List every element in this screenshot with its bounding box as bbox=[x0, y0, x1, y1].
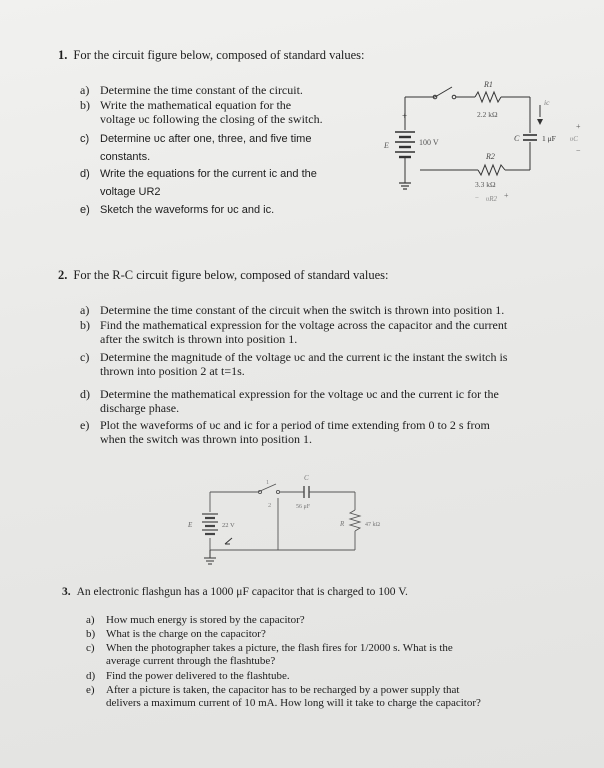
q2-pos2-label: 2 bbox=[268, 502, 272, 509]
q1-r1-value: 2.2 kΩ bbox=[477, 110, 498, 119]
q2-number: 2. bbox=[58, 268, 68, 282]
q1-cap-label: C bbox=[514, 134, 520, 143]
q2-pos1-label: 1 bbox=[266, 479, 270, 486]
q2-r-label: R bbox=[340, 520, 345, 528]
q1-cap-value: 1 μF bbox=[542, 134, 556, 143]
q2-item-a: a) Determine the time constant of the circuit when the switch is thrown into position 1. bbox=[80, 303, 505, 317]
q2-item-c: c) Determine the magnitude of the voltage υc and the current ic the instant the switch is thrown into position 2 at t=1s. bbox=[80, 350, 508, 378]
q1-r2-resistor bbox=[478, 165, 505, 175]
q2-r-value: 47 kΩ bbox=[365, 522, 380, 528]
svg-text:−: − bbox=[475, 194, 479, 202]
q1-circuit-diagram bbox=[380, 75, 595, 215]
q2-cap-value: 56 μF bbox=[296, 504, 311, 510]
q1-switch bbox=[435, 87, 452, 97]
q2-cap-label: C bbox=[304, 474, 309, 482]
q1-item-a: a) Determine the time constant of the circuit. bbox=[80, 83, 303, 97]
q1-item-b: b) Write the mathematical equation for the voltage υc following the closing of the switch. bbox=[80, 98, 323, 126]
q2-item-b: b) Find the mathematical expression for the voltage across the capacitor and the current after the switch is thrown into position 1. bbox=[80, 318, 508, 346]
q1-item-d: d) Write the equations for the current ic and the voltage UR2 bbox=[80, 168, 317, 198]
q2-circuit-diagram bbox=[180, 470, 430, 575]
q2-battery bbox=[202, 514, 218, 534]
q1-title-text: For the circuit figure below, composed of standard values: bbox=[73, 48, 365, 62]
q3-item-d: d) Find the power delivered to the flashtube. bbox=[86, 670, 290, 682]
q1-r1-label: R1 bbox=[484, 80, 493, 89]
q2-item-e: e) Plot the waveforms of υc and ic for a period of time extending from 0 to 2 s from when the switch was thrown into position 1. bbox=[80, 418, 490, 446]
svg-text:−: − bbox=[576, 146, 581, 155]
q2-r-resistor bbox=[350, 510, 360, 531]
q1-r2-label: R2 bbox=[486, 152, 495, 161]
q3-title-text: An electronic flashgun has a 1000 μF capacitor that is charged to 100 V. bbox=[76, 586, 408, 598]
q2-source-label: E bbox=[188, 521, 193, 529]
q3-item-e: e) After a picture is taken, the capacitor has to be recharged by a power supply that delivers a maximum current of 10 mA. How long will it take to charge the capacitor? bbox=[86, 684, 481, 709]
q1-ic-arrow-icon bbox=[537, 119, 543, 125]
svg-text:+: + bbox=[402, 111, 408, 121]
svg-text:+: + bbox=[576, 122, 581, 131]
q1-vr2-label: υR2 bbox=[486, 195, 497, 203]
q1-number: 1. bbox=[58, 48, 68, 62]
q3-item-b: b) What is the charge on the capacitor? bbox=[86, 628, 266, 640]
q1-item-e: e) Sketch the waveforms for υc and ic. bbox=[80, 204, 275, 216]
q3-item-a: a) How much energy is stored by the capacitor? bbox=[86, 614, 305, 626]
q1-item-c: c) Determine υc after one, three, and five time constants. bbox=[80, 133, 312, 163]
q1-r2-value: 3.3 kΩ bbox=[475, 180, 496, 189]
svg-text:+: + bbox=[504, 191, 509, 200]
q2-title bbox=[58, 268, 388, 283]
q3-title bbox=[62, 586, 408, 598]
q1-source-label: E bbox=[384, 141, 389, 150]
q2-title-text: For the R-C circuit figure below, composed of standard values: bbox=[73, 268, 389, 282]
q1-battery bbox=[395, 132, 415, 157]
q1-ic-label: ic bbox=[544, 98, 550, 107]
q1-title bbox=[58, 48, 365, 63]
q1-vc-label: υC bbox=[570, 135, 578, 143]
q1-source-value: 100 V bbox=[419, 138, 439, 147]
q2-item-d: d) Determine the mathematical expression for the voltage υc and the current ic for the discharge phase. bbox=[80, 387, 499, 415]
q3-number: 3. bbox=[62, 586, 71, 598]
q2-source-value: 22 V bbox=[222, 522, 235, 529]
q1-r1-resistor bbox=[475, 92, 501, 102]
q3-item-c: c) When the photographer takes a picture, the flash fires for 1/2000 s. What is the average current through the flashtube? bbox=[86, 642, 453, 667]
